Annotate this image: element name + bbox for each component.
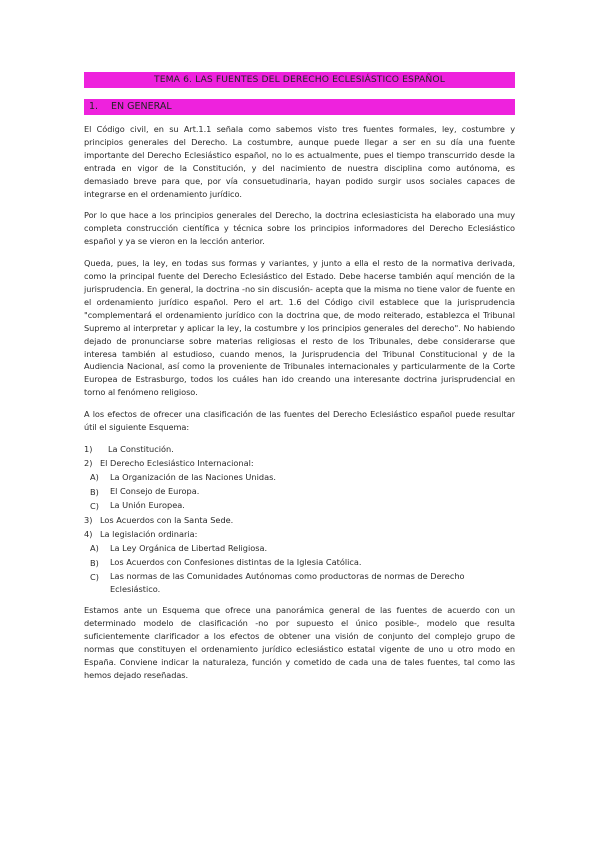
outline-item bbox=[84, 470, 515, 484]
paragraph: El Código civil, en su Art.1.1 señala como sabemos visto tres fuentes formales, ley, costumbre y principios generales del Derecho. La costumbre, aunque puede llegar a ser en su día una fuente importante del Derecho Eclesiástico español, no lo es actualmente, pues el tiempo transcurrido desde la entrada en vigor de la Constitución, y del nacimiento de nuestra disciplina como autónoma, es demasiado breve para que, por vía consuetudinaria, hayan podido surgir usos sociales capaces de integrarse en el ordenamiento jurídico. bbox=[84, 124, 515, 199]
outline-text: Los Acuerdos con la Santa Sede. bbox=[100, 514, 234, 525]
section-heading bbox=[84, 99, 515, 115]
outline-item bbox=[84, 499, 515, 513]
outline-text: La legislación ordinaria: bbox=[100, 529, 198, 540]
outline-marker: B) bbox=[90, 486, 99, 497]
outline-text: El Derecho Eclesiástico Internacional: bbox=[100, 458, 254, 469]
outline-text: La Ley Orgánica de Libertad Religiosa. bbox=[110, 542, 268, 553]
paragraph: Estamos ante un Esquema que ofrece una panorámica general de las fuentes de acuerdo con un determinado modelo de clasificación -no por supuesto el único posible-, modelo que resulta suficientemente clarificador a los efectos de obtener una visión de conjunto del complejo grupo de normas que constituyen el ordenamiento jurídico eclesiástico estatal vigente de uno u otro modo en España. Conviene indicar la naturaleza, función y cometido de cada una de tales fuentes, tal como las hemos dejado reseñadas. bbox=[84, 605, 515, 680]
outline-marker: C) bbox=[90, 500, 99, 511]
outline-item bbox=[84, 570, 515, 596]
outline-text: La Constitución. bbox=[108, 443, 174, 454]
outline-item bbox=[84, 541, 515, 555]
outline-item bbox=[84, 442, 515, 456]
paragraph: Queda, pues, la ley, en todas sus formas y variantes, y junto a ella el resto de la normativa derivada, como la principal fuente del Derecho Eclesiástico del Estado. Debe hacerse también aquí mención de la jurisprudencia. En general, la doctrina -no sin discusión- acepta que la misma no tiene valor de fuente en el ordenamiento jurídico español. Pero el art. 1.6 del Código civil establece que la jurisprudencia "complementará el ordenamiento jurídico con la doctrina que, de modo reiterado, establezca el Tribunal Supremo al interpretar y aplicar la ley, la costumbre y los principios generales del derecho". No habiendo dejado de pronunciarse sobre materias religiosas el resto de los Tribunales, debe considerarse que interesa también al estudioso, cuando menos, la Jurisprudencia del Tribunal Constitucional y de la Audiencia Nacional, así como la proveniente de Tribunales internacionales y particularmente de la Corte Europea de Estrasburgo, todos los cuáles han ido creando una interesante doctrina jurisprudencial en torno al fenómeno religioso. bbox=[84, 258, 515, 398]
outline-item bbox=[84, 456, 515, 470]
paragraph: A los efectos de ofrecer una clasificación de las fuentes del Derecho Eclesiástico español puede resultar útil el siguiente Esquema: bbox=[84, 409, 515, 433]
outline-text: Las normas de las Comunidades Autónomas como productoras de normas de Derecho Eclesiástico. bbox=[110, 571, 465, 595]
outline-marker: 3) bbox=[84, 514, 93, 525]
outline-item bbox=[84, 485, 515, 499]
outline-text: La Unión Europea. bbox=[110, 500, 185, 511]
outline-marker: B) bbox=[90, 557, 99, 568]
outline-text: El Consejo de Europa. bbox=[110, 486, 200, 497]
outline-marker: 1) bbox=[84, 443, 93, 454]
document-page bbox=[84, 72, 515, 682]
outline-item bbox=[84, 556, 515, 570]
sources-outline bbox=[84, 442, 515, 596]
outline-marker: 4) bbox=[84, 529, 93, 540]
outline-marker: C) bbox=[90, 571, 99, 582]
paragraph: Por lo que hace a los principios generales del Derecho, la doctrina eclesiasticista ha elaborado una muy completa construcción científica y técnica sobre los principios informadores del Derecho Eclesiástico español y ya se vieron en la lección anterior. bbox=[84, 210, 515, 247]
outline-marker: A) bbox=[90, 472, 99, 483]
document-title: TEMA 6. LAS FUENTES DEL DERECHO ECLESIÁSTICO ESPAÑOL bbox=[84, 72, 515, 88]
outline-item bbox=[84, 513, 515, 527]
outline-marker: 2) bbox=[84, 458, 93, 469]
section-number: 1. bbox=[89, 101, 99, 112]
outline-text: Los Acuerdos con Confesiones distintas de la Iglesia Católica. bbox=[110, 557, 362, 568]
outline-item bbox=[84, 527, 515, 541]
outline-marker: A) bbox=[90, 543, 99, 554]
outline-text: La Organización de las Naciones Unidas. bbox=[110, 471, 276, 482]
section-title: EN GENERAL bbox=[111, 101, 172, 112]
